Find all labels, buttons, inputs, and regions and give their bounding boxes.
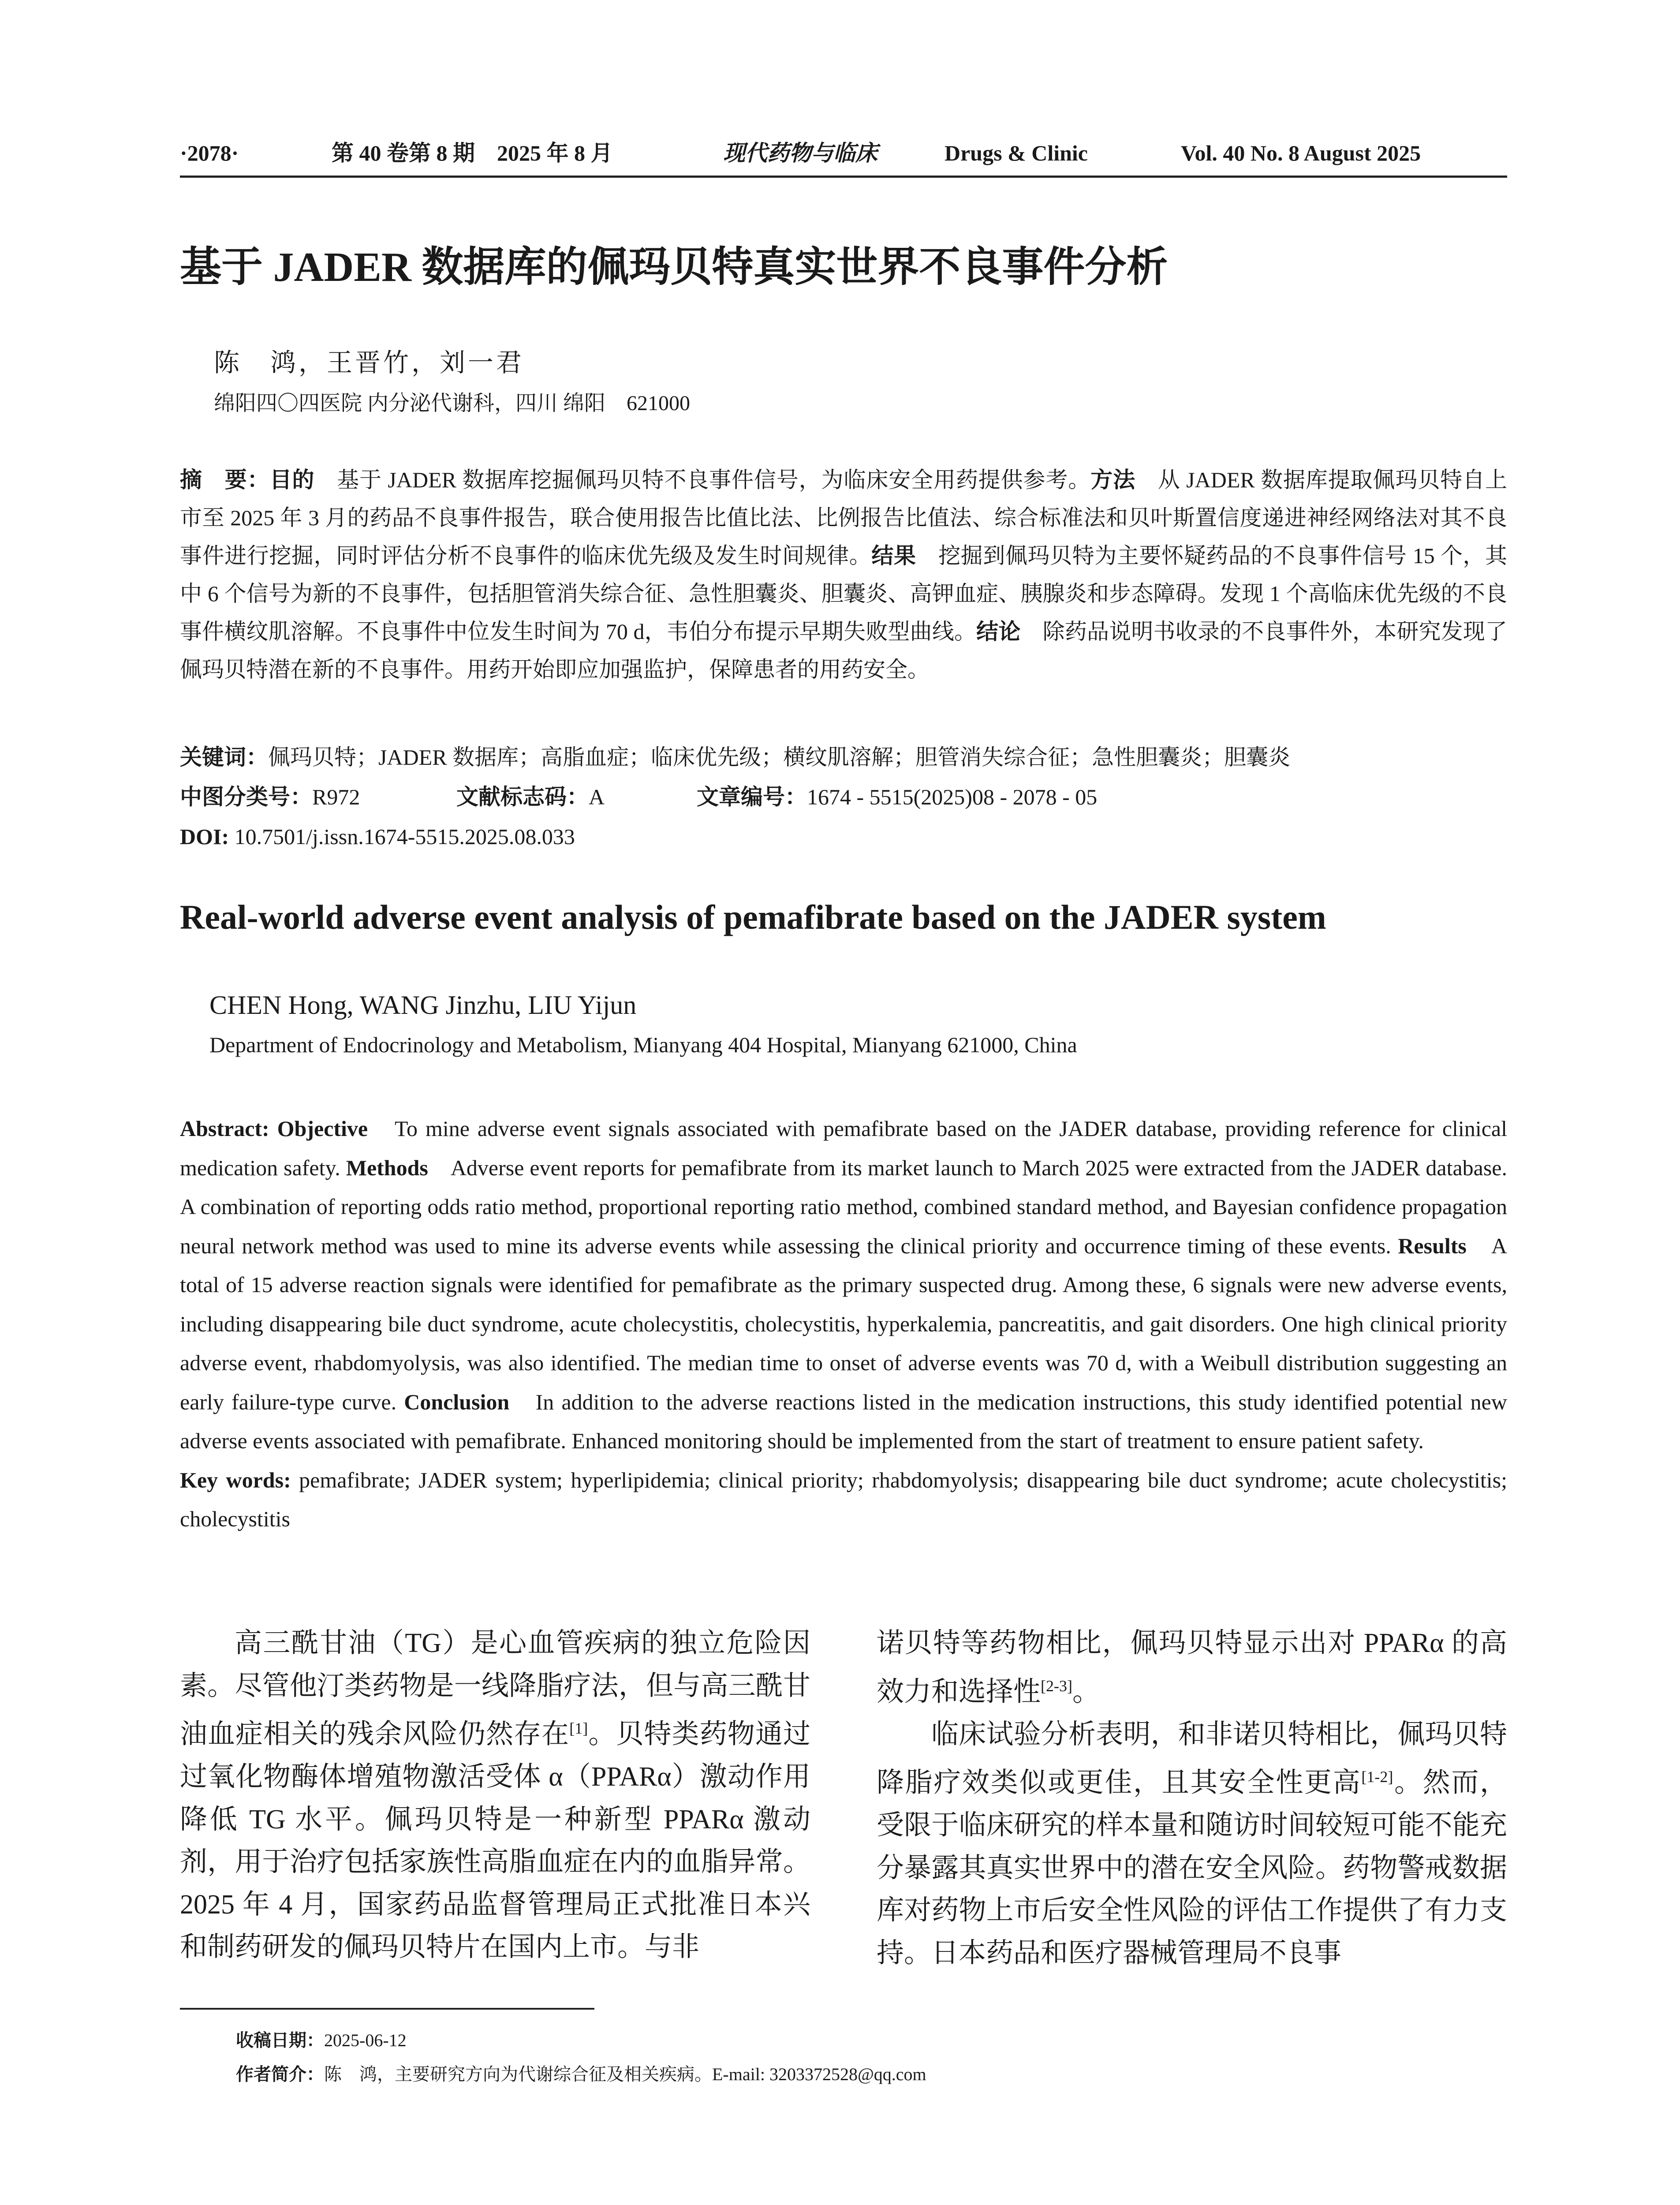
page-number: ·2078·	[180, 141, 239, 165]
objective-zh: 基于 JADER 数据库挖掘佩玛贝特不良事件信号，为临床安全用药提供参考。	[314, 467, 1091, 492]
title-zh: 基于 JADER 数据库的佩玛贝特真实世界不良事件分析	[180, 244, 1168, 290]
body-paragraph	[877, 1713, 1507, 1975]
methods-zh-label: 方法	[1090, 467, 1135, 492]
body-paragraph	[877, 1622, 1507, 1713]
body-text: 高三酰甘油（TG）是心血管疾病的独立危险因素。尽管他汀类药物是一线降脂疗法，但与高三酰甘油血症相关的残余风险仍然存在	[180, 1628, 810, 1749]
body-text: 。然而，受限于临床研究的样本量和随访时间较短可能不能充分暴露其真实世界中的潜在安全风险。药物警戒数据库对药物上市后安全性风险的评估工作提供了有力支持。日本药品和医疗器械管理局不良事	[877, 1768, 1507, 1968]
footnote-rule	[180, 2008, 594, 2010]
body-column-left	[180, 1622, 810, 1969]
author-bio-label: 作者简介：	[236, 2065, 324, 2084]
conclusion-zh-label: 结论	[976, 619, 1021, 644]
header-journal-zh: 现代药物与临床	[723, 141, 877, 165]
clc-value: R972	[312, 785, 360, 809]
abstract-zh-label: 摘 要：	[180, 467, 270, 492]
article-number-value: 1674 - 5515(2025)08 - 2078 - 05	[807, 785, 1098, 809]
methods-zh: 从 JADER 数据库提取佩玛贝特自上市至 2025 年 3 月的药品不良事件报告，联合使用报告比值比法、比例报告比值法、综合标准法和贝叶斯置信度递进神经网络法对其不良事件进行挖掘，同时评估分析不良事件的临床优先级及发生时间规律。	[180, 467, 1507, 568]
doi-line	[180, 826, 575, 848]
results-en-label: Results	[1398, 1233, 1467, 1258]
clc-label: 中图分类号：	[180, 785, 312, 809]
header-issue-en: Vol. 40 No. 8 August 2025	[1181, 141, 1421, 165]
citation: [2-3]	[1041, 1677, 1072, 1695]
document-code-line	[456, 786, 605, 808]
affiliation-en: Department of Endocrinology and Metabolism, Mianyang 404 Hospital, Mianyang 621000, China	[209, 1032, 1077, 1057]
conclusion-en: In addition to the adverse reactions listed in the medication instructions, this study identified potential new adverse events associated with pemafibrate. Enhanced monitoring should be implemented from the start of treatment to ensure patient safety.	[180, 1389, 1507, 1453]
authors-en: CHEN Hong, WANG Jinzhu, LIU Yijun	[209, 990, 637, 1020]
classification-line	[180, 786, 360, 808]
header-rule	[180, 176, 1507, 178]
doi-value: 10.7501/j.issn.1674-5515.2025.08.033	[229, 824, 575, 849]
body-text: 。	[1072, 1677, 1100, 1707]
objective-zh-label: 目的	[269, 467, 315, 492]
methods-en-label: Methods	[346, 1155, 428, 1180]
keywords-en: pemafibrate; JADER system; hyperlipidemia; clinical priority; rhabdomyolysis; disappearing bile duct syndrome; acute cholecystitis; cholecystitis	[180, 1467, 1507, 1531]
conclusion-zh: 除药品说明书收录的不良事件外，本研究发现了佩玛贝特潜在新的不良事件。用药开始即应加强监护，保障患者的用药安全。	[180, 619, 1508, 682]
header-issue-zh: 第 40 卷第 8 期 2025 年 8 月	[332, 141, 613, 165]
methods-en: Adverse event reports for pemafibrate from its market launch to March 2025 were extracted from the JADER database. A combination of reporting odds ratio method, proportional reporting ratio method, combined standard method, and Bayesian confidence propagation neural network method was used to mine its adverse events while assessing the clinical priority and occurrence timing of these events.	[180, 1155, 1507, 1258]
article-number-label: 文章编号：	[697, 785, 807, 809]
authors-zh: 陈 鸿，王晋竹，刘一君	[214, 348, 525, 377]
footnote-received	[236, 2026, 407, 2052]
author-bio: 陈 鸿，主要研究方向为代谢综合征及相关疾病。E-mail: 3203372528@qq.com	[324, 2064, 926, 2084]
objective-en-label: Abstract: Objective	[180, 1116, 368, 1141]
body-column-right	[877, 1622, 1507, 1974]
citation: [1]	[569, 1719, 588, 1737]
doc-code-value: A	[589, 785, 605, 809]
body-text: 诺贝特等药物相比，佩玛贝特显示出对 PPARα 的高效力和选择性	[877, 1628, 1507, 1707]
keywords-zh-label: 关键词：	[180, 745, 268, 770]
footnote-author	[236, 2060, 926, 2085]
abstract-en	[180, 1109, 1507, 1539]
received-date: 2025-06-12	[324, 2030, 407, 2050]
article-number-line	[697, 786, 1097, 808]
results-en: A total of 15 adverse reaction signals were identified for pemafibrate as the primary suspected drug. Among these, 6 signals were new adverse events, including disappearing bile duct syndrome, acute cholecystitis, cholecystitis, hyperkalemia, pancreatitis, and gait disorders. One high clinical priority adverse event, rhabdomyolysis, was also identified. The median time to onset of adverse events was 70 d, with a Weibull distribution suggesting an early failure-type curve.	[180, 1233, 1508, 1414]
objective-en: To mine adverse event signals associated with pemafibrate based on the JADER database, providing reference for clinical medication safety.	[180, 1116, 1507, 1180]
results-zh-label: 结果	[871, 543, 916, 568]
doi-label: DOI:	[180, 824, 229, 849]
body-paragraph	[180, 1622, 810, 1969]
keywords-zh-text: 佩玛贝特；JADER 数据库；高脂血症；临床优先级；横纹肌溶解；胆管消失综合征；急性胆囊炎；胆囊炎	[268, 745, 1291, 770]
header-journal-en: Drugs & Clinic	[945, 141, 1088, 165]
citation: [1-2]	[1361, 1768, 1393, 1786]
doc-code-label: 文献标志码：	[456, 785, 589, 809]
title-en: Real-world adverse event analysis of pemafibrate based on the JADER system	[180, 898, 1326, 936]
affiliation-zh: 绵阳四〇四医院 内分泌代谢科，四川 绵阳 621000	[214, 392, 691, 415]
received-label: 收稿日期：	[236, 2031, 324, 2050]
keywords-zh	[180, 746, 1290, 768]
abstract-zh	[180, 461, 1507, 688]
body-text: 临床试验分析表明，和非诺贝特相比，佩玛贝特降脂疗效类似或更佳，且其安全性更高	[877, 1719, 1507, 1798]
keywords-en-label: Key words:	[180, 1467, 291, 1492]
body-text: 。贝特类药物通过过氧化物酶体增殖物激活受体 α（PPARα）激动作用降低 TG 水平。佩玛贝特是一种新型 PPARα 激动剂，用于治疗包括家族性高脂血症在内的血脂异常。2025 年 4 月，国家药品监督管理局正式批准日本兴和制药研发的佩玛贝特片在国内上市。与非	[180, 1719, 810, 1962]
results-zh: 挖掘到佩玛贝特为主要怀疑药品的不良事件信号 15 个，其中 6 个信号为新的不良事件，包括胆管消失综合征、急性胆囊炎、胆囊炎、高钾血症、胰腺炎和步态障碍。发现 1 个高临床优先级的不良事件横纹肌溶解。不良事件中位发生时间为 70 d，韦伯分布提示早期失败型曲线。	[180, 543, 1508, 644]
conclusion-en-label: Conclusion	[404, 1389, 510, 1414]
